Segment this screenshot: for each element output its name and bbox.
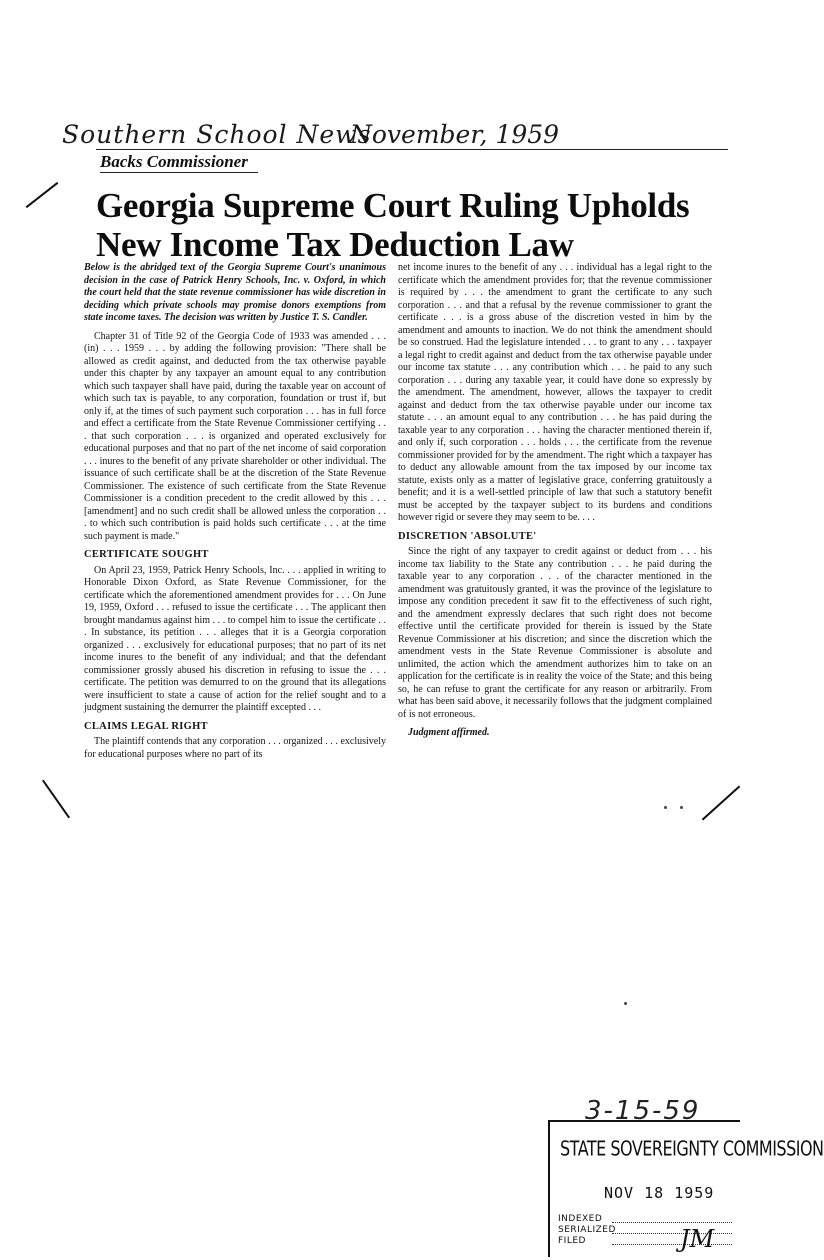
commission-stamp — [548, 1120, 824, 1257]
article-column-right — [398, 262, 712, 746]
subhead-discretion-absolute: DISCRETION 'ABSOLUTE' — [398, 530, 537, 542]
speck — [664, 806, 667, 809]
subhead-certificate-sought: CERTIFICATE SOUGHT — [84, 549, 209, 560]
article-paragraph: net income inures to the benefit of any . . . individual has a legal right to the certificate which the amendment provides for; that the revenue commissioner is required by . . . the amendment to grant the certificate to any such corporation . . . and that a refusal by the revenue commissioner to grant the certificate . . . is a gross abuse of the discretion vested in him by the amendment and amounts to inaction. We do not think the amendment should be so construed. Had the legislature intended . . . to grant to any . . . taxpayer a legal right to credit against and deduct from the tax otherwise payable under our income tax statute . . . any contribution which . . . he paid to any such corporation . . . during any taxable year, it could have done so expressly by the amendment. The amendment, however, allows the taxpayer to credit against and deduct from the tax otherwise payable under our income tax statute . . . an amount equal to any contribution . . . he has paid during the taxable year to any corporation . . . having the character mentioned therein if, and only if, such corporation . . . holds . . . the certificate from the revenue commissioner provided for by the amendment. The right which a taxpayer has to deduct any allowable amount from the tax imposed by our income tax statute, exists only as a matter of legislative grace, conferring gratuitously a benefit; and it is a well-settled principle of law that such a statutory benefit must be accepted by the taxpayer subject to its burdens and conditions however rigid or severe they may seem to be. . . . — [398, 262, 712, 523]
article-intro: Below is the abridged text of the Georgia Supreme Court's unanimous decision in the case of Patrick Henry Schools, Inc. v. Oxford, in which the court held that the state revenue commissioner has wide discretion in deciding which private schools may promise donors exemptions from state income taxes. The decision was written by Justice T. S. Candler. — [84, 262, 386, 323]
speck — [680, 806, 683, 809]
article-paragraph: On April 23, 1959, Patrick Henry Schools, Inc. . . . applied in writing to Honorable Dixon Oxford, as State Revenue Commissioner, for the certificate which the aforementioned amendment provides for . . . On June 19, 1959, Oxford . . . refused to issue the certificate . . . The applicant then brought mandamus against him . . . to compel him to issue the certificate . . . In substance, its petition . . . alleges that it is a Georgia corporation organized . . . exclusively for educational purposes; that no part of its net income inures to the benefit of any individual; and that the defendant commissioner grossly abused his discretion in refusing to issue the . . . certificate. The petition was demurred to on the ground that its allegations were insufficient to state a cause of action for the relief sought and to a judgment sustaining the demurrer the plaintiff excepted . . . — [84, 564, 386, 713]
kicker: Backs Commissioner — [100, 152, 258, 173]
stamp-line — [612, 1222, 732, 1223]
stamp-initials: JM — [680, 1225, 715, 1253]
stamp-label-indexed: INDEXED — [558, 1214, 603, 1224]
margin-mark-right — [702, 786, 740, 821]
stamp-date: NOV 18 1959 — [604, 1184, 715, 1202]
article-column-left — [84, 262, 386, 767]
stamp-title: STATE SOVEREIGNTY COMMISSION — [560, 1136, 824, 1161]
margin-mark-left — [42, 780, 70, 819]
stamp-label-filed: FILED — [558, 1236, 586, 1246]
article-paragraph: Chapter 31 of Title 92 of the Georgia Code of 1933 was amended . . . (in) . . . 1959 . . . by adding the following provision: "There shall be allowed as credit against, and deducted from the tax otherwise payable under this chapter by any taxpayer an amount equal to any contribution which such taxpayer shall have paid, during the taxable year on account of which such tax is payable, to any corporation, foundation or trust if, but only if, at the times of such payment such corporation . . . has in full force and effect a certificate from the State Revenue Commissioner certifying . . . that such corporation . . . is organized and operated exclusively for educational purposes and that no part of the net income of said corporation . . . inures to the benefit of any private shareholder or other individual. The issuance of such certificate shall be at the discretion of the State Revenue Commissioner. The existence of such certificate from the State Revenue Commissioner is a condition precedent to the credit allowed by this . . . [amendment] and no such credit shall be allowed unless the corporation . . . to which such contribution is paid holds such certificate . . . at the time such payment is made." — [84, 330, 386, 542]
article-paragraph: Since the right of any taxpayer to credit against or deduct from . . . his income tax liability to the State any contribution . . . he paid during the taxable year to any corporation . . . of the character mentioned in the amendment was gratuitously granted, it was the province of the legislature to impose any condition precedent it saw fit to the effectiveness of such right, and the amendment expressly declares that such right does not become effective until the certificate provided for therein is issued by the State Revenue Commissioner at his discretion; and since the discretion which the amendment vests in the State Revenue Commissioner is absolute and unlimited, the action which the amendment authorizes him to take on an application for the certificate is in reality the voice of the State; and this being so, he can refuse to grant the certificate for any reason or arbitrarily. From what has been said above, it necessarily follows that the judgment complained of is not erroneous. — [398, 546, 712, 720]
margin-mark-top — [26, 182, 59, 208]
headline — [96, 186, 736, 264]
article-paragraph: The plaintiff contends that any corporation . . . organized . . . exclusively for educational purposes where no part of its — [84, 736, 386, 760]
handwritten-source: Southern School News — [62, 120, 372, 149]
speck — [624, 1002, 627, 1005]
stamp-label-serialized: SERIALIZED — [558, 1225, 616, 1235]
handwritten-date: November, 1959 — [350, 120, 560, 149]
verdict: Judgment affirmed. — [408, 727, 490, 738]
subhead-claims-legal-right: CLAIMS LEGAL RIGHT — [84, 720, 208, 732]
headline-line-2: New Income Tax Deduction Law — [96, 225, 574, 264]
header-rule — [96, 149, 728, 150]
handwritten-stamp-number: 3-15-59 — [585, 1096, 701, 1126]
headline-line-1: Georgia Supreme Court Ruling Upholds — [96, 186, 690, 225]
